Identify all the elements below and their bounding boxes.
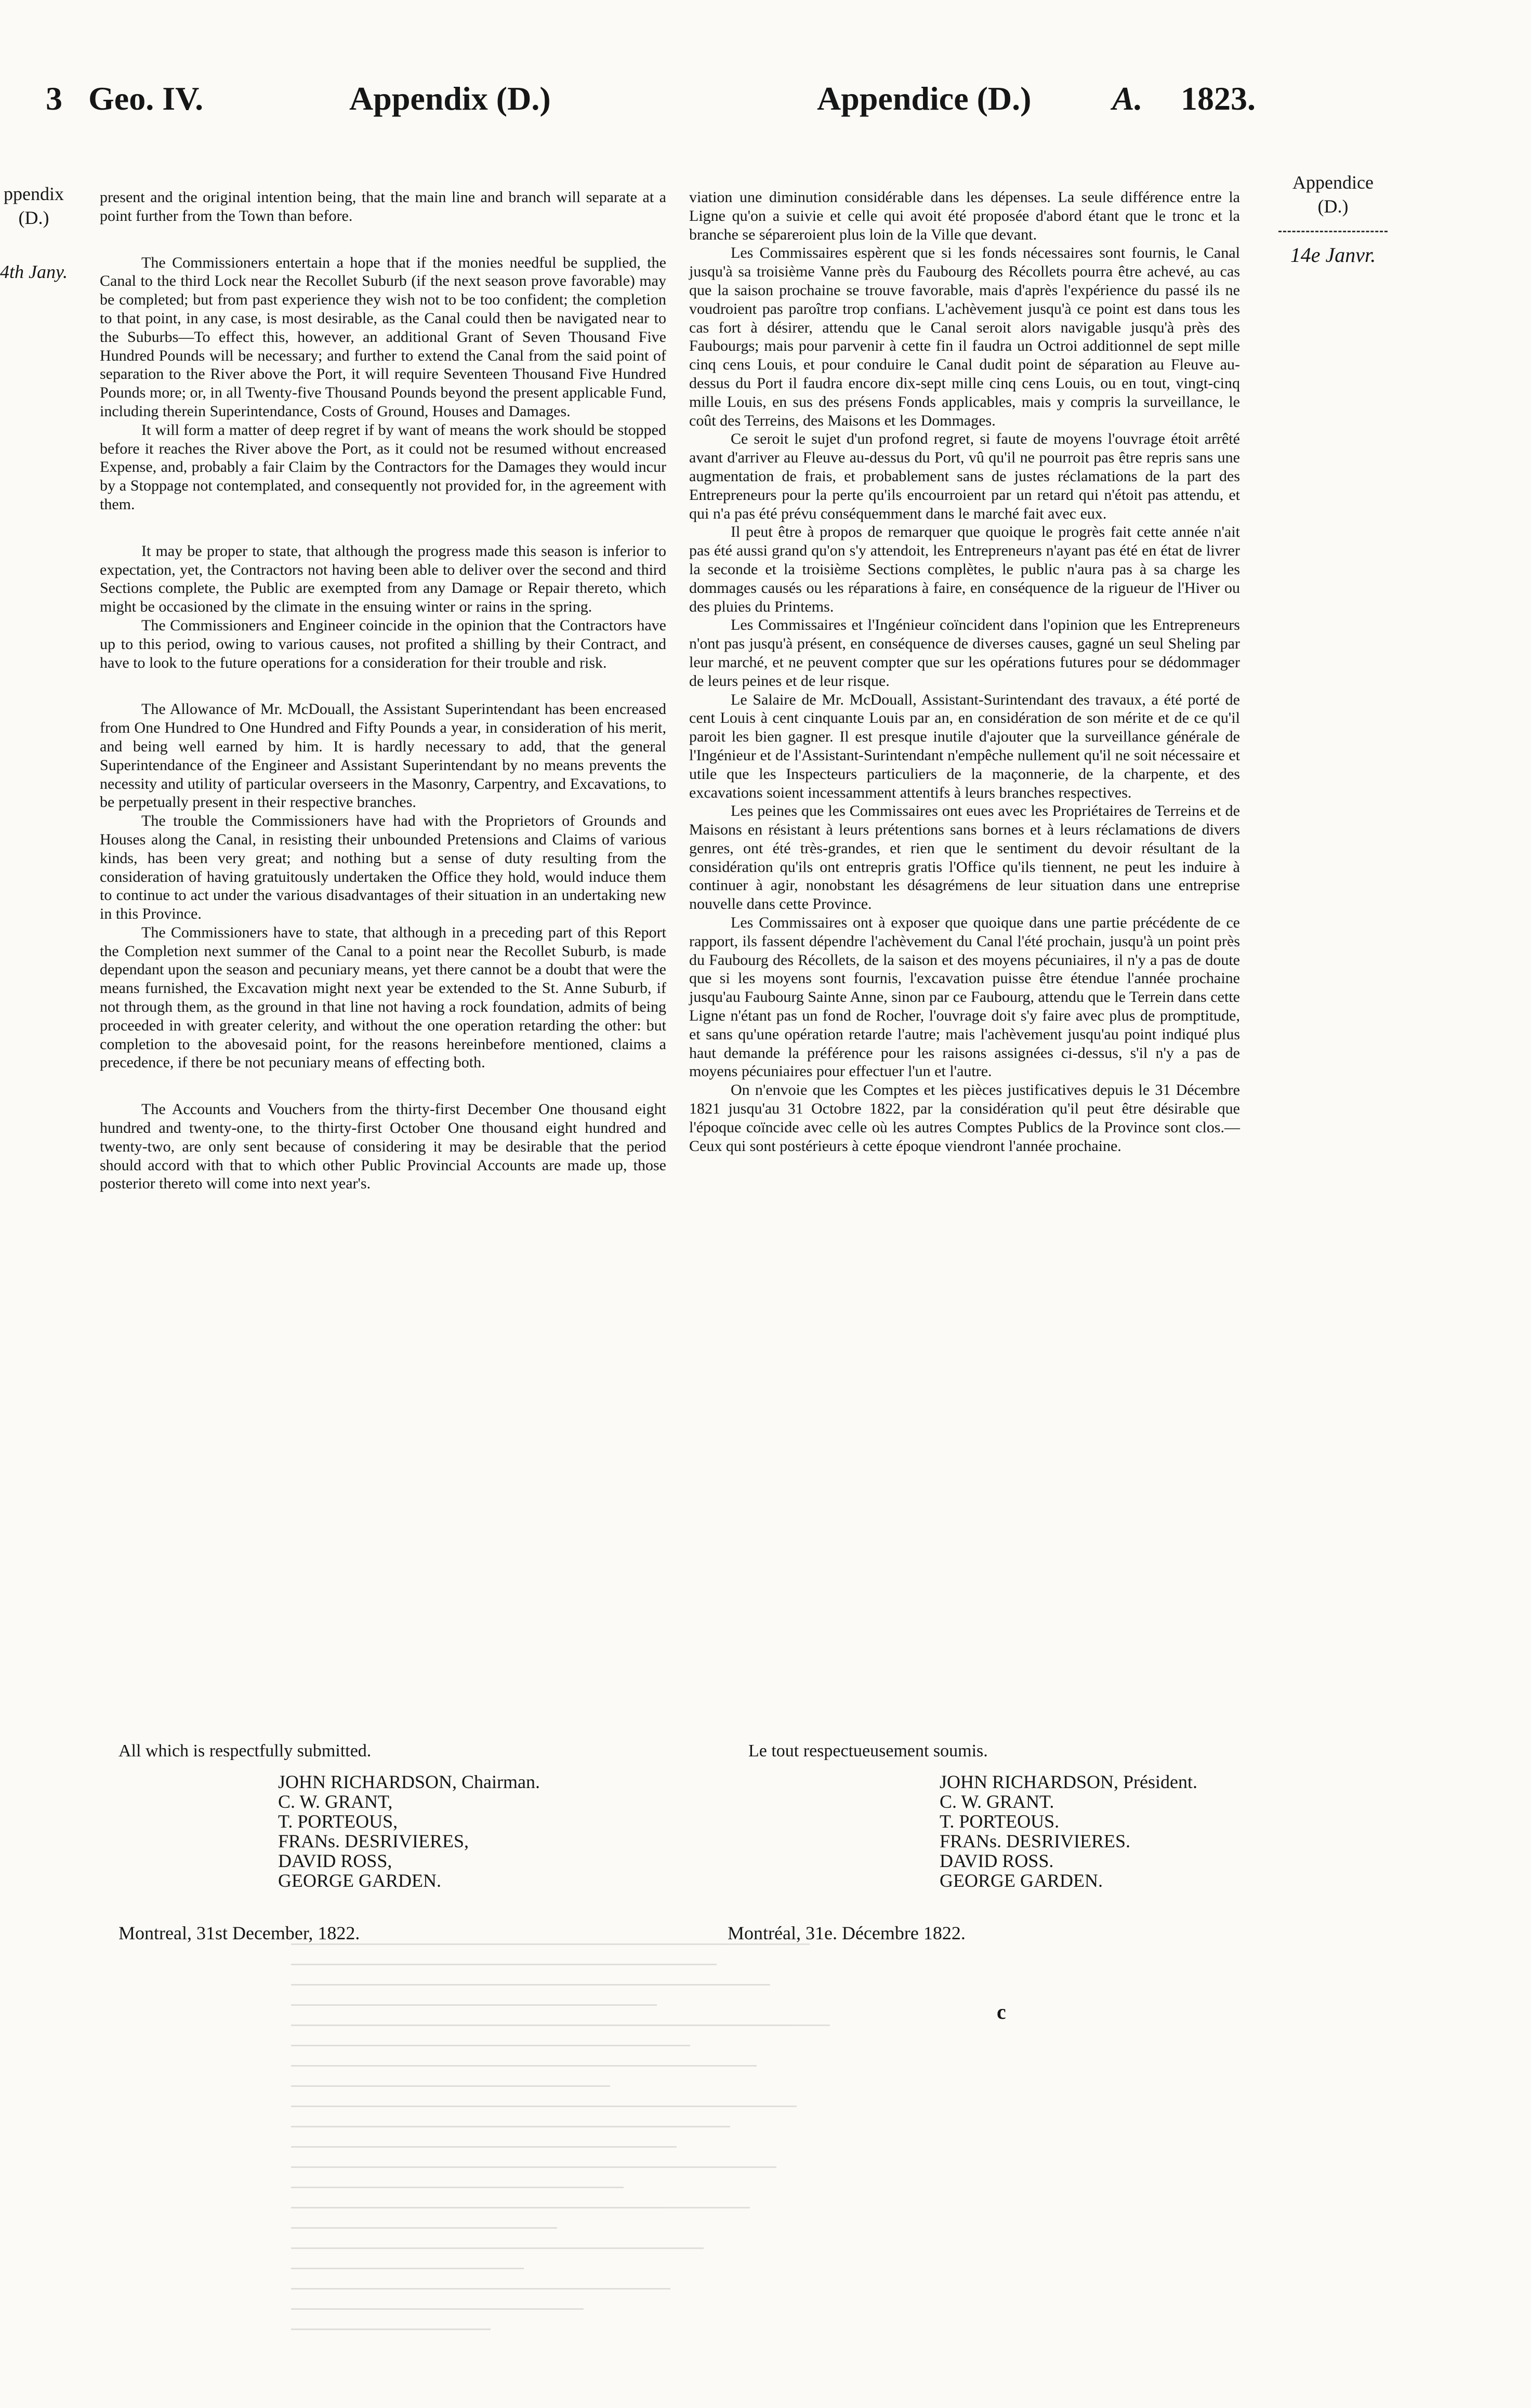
french-paragraph: Les Commissaires ont à exposer que quoique dans une partie précédente de ce rapport, ils fassent dépendre l'achèvement du Canal l'été prochain, jusqu'à un point près du Faubourg des Récollets, de la saison et des moyens pécuniaires, il n'y a pas de doute que si les moyens sont fournis, l'excavation puisse être étendue l'année prochaine jusqu'au Faubourg Sainte Anne, sinon par ce Faubourg, attendu que le Terrein dans cette Ligne n'étant pas un fond de Rocher, l'ouvrage doit s'y faire avec plus de promptitude, et sans qu'une opération retarde l'autre; mais l'achèvement jusqu'au point indiqué plus haut demande la préférence pour les raisons assignées ci-dessus, s'il n'y a pas de moyens pécuniaires pour effectuer l'un et l'autre.	[689, 914, 1240, 1080]
session-letter: A.	[1112, 80, 1143, 117]
french-paragraph: On n'envoie que les Comptes et les pièces justificatives depuis le 31 Décembre 1821 jusqu'au 31 Octobre 1822, par la considération qu'il peut être désirable que l'époque coïncide avec celle où les autres Comptes Publics de la Province sont clos.—Ceux qui sont postérieurs à cette époque viendront l'année prochaine.	[689, 1081, 1240, 1155]
english-paragraph: present and the original intention being, that the main line and branch will separate at a point further from the Town than before.	[100, 189, 666, 224]
french-paragraph: Les Commissaires espèrent que si les fonds nécessaires sont fournis, le Canal jusqu'à sa troisième Vanne près du Faubourg des Récollets pourra être achevé, au cas que la saison prochaine se trouve favorable, mais d'après l'expérience du passé ils ne voudroient pas paroître trop confians. L'achèvement jusqu'à ce point est dans tous les cas fort à désirer, attendu que le Canal seroit alors navigable jusqu'à près des Faubourgs; mais pour parvenir à cette fin il faudra un Octroi additionnel de sept mille cinq cens Louis, et pour conduire le Canal dudit point de séparation au Fleuve au-dessus du Port il faudra encore dix-sept mille cinq cens Louis, ou en tout, vingt-cinq mille Louis, en sus des présens Fonds applicables, mais y compris la surveillance, le coût des Terreins, des Maisons et les Dommages.	[689, 244, 1240, 429]
english-column	[100, 188, 666, 1193]
page-number: 3	[46, 80, 62, 117]
signature-name: DAVID ROSS,	[278, 1850, 392, 1871]
appendix-heading-fr: Appendice (D.)	[817, 80, 1032, 117]
signature-name: FRANs. DESRIVIERES.	[940, 1831, 1131, 1851]
french-column	[689, 188, 1240, 1155]
english-paragraph: The Commissioners and Engineer coincide in the opinion that the Contractors have up to this period, owing to various causes, not profited a shilling by their Contract, and have to look to the future operations for a consideration for their trouble and risk.	[100, 616, 666, 671]
reign-heading: Geo. IV.	[88, 80, 204, 117]
margin-note-right-date: 14e Janvr.	[1290, 243, 1376, 267]
submitted-line-en: All which is respectfully submitted.	[118, 1741, 372, 1761]
english-paragraph: The Commissioners have to state, that although in a preceding part of this Report the Completion next summer of the Canal to a point near the Recollet Suburb, is made dependant upon the season and pecuniary means, yet there cannot be a doubt that were the means furnished, the Excavation might next year be extended to the St. Anne Suburb, if not through them, as the ground in that line not having a rock foundation, admits of being proceeded in with greater celerity, and without the one operation retarding the other: but completion to the abovesaid point, for the reasons hereinbefore mentioned, claims a precedence, if there be not pecuniary means of effecting both.	[100, 923, 666, 1071]
french-paragraph: Le Salaire de Mr. McDouall, Assistant-Surintendant des travaux, a été porté de cent Louis à cent cinquante Louis par an, en considération de son mérite et de ce qu'il paroit les bien gagner. Il est presque inutile d'ajouter que la surveillance générale de l'Ingénieur et de l'Assistant-Surintendant n'empêche nullement qu'il ne soit nécessaire et utile que les Inspecteurs particuliers de la maçonnerie, de la charpente, et des excavations soient incessamment attentifs à leurs branches respectives.	[689, 691, 1240, 801]
signature-name: GEORGE GARDEN.	[278, 1870, 441, 1891]
signature-name: T. PORTEOUS,	[278, 1811, 398, 1832]
signature-block-fr	[940, 1772, 1197, 1890]
appendix-heading-en: Appendix (D.)	[349, 80, 551, 117]
sheet-signature-mark: c	[997, 2000, 1006, 2023]
signature-block-en	[278, 1772, 540, 1890]
show-through-texture	[291, 1943, 956, 2401]
french-paragraph: Les Commissaires et l'Ingénieur coïncident dans l'opinion que les Entrepreneurs n'ont pas jusqu'à présent, en conséquence de diverses causes, gagné un seul Sheling par leur marché, et ne peuvent compter que sur les opérations futures pour se dédommager de leurs peines et de leur risque.	[689, 616, 1240, 690]
submitted-line-fr: Le tout respectueusement soumis.	[748, 1741, 988, 1761]
margin-note-left-letter: (D.)	[18, 207, 49, 228]
english-paragraph: The Commissioners entertain a hope that if the monies needful be supplied, the Canal to the third Lock near the Recollet Suburb (if the next season prove favorable) may be completed; but from past experience they wish not to be too confident; the completion to that point, in any case, is most desirable, as the Canal could then be navigated near to the Suburbs—To effect this, however, an additional Grant of Seven Thousand Five Hundred Pounds will be necessary; and further to extend the Canal from the said point of separation to the River above the Port, it will require Seventeen Thousand Five Hundred Pounds more; or, in all Twenty-five Thousand Pounds beyond the present applicable Fund, including therein Superintendance, Costs of Ground, Houses and Damages.	[100, 254, 666, 420]
french-paragraph: Les peines que les Commissaires ont eues avec les Propriétaires de Terreins et de Maisons en résistant à leurs prétentions sans bornes et à leurs réclamations de divers genres, ont été très-grandes, et rien que le sentiment du devoir résultant de la considération qu'ils ont entrepris gratis l'Office qu'ils tiennent, ne peut les induire à continuer à agir, nonobstant les désagrémens de leur situation dans une entreprise nouvelle dans cette Province.	[689, 802, 1240, 913]
margin-note-left-appendix: ppendix	[4, 183, 64, 204]
margin-note-right-appendix: Appendice	[1292, 172, 1374, 193]
english-paragraph: It may be proper to state, that although the progress made this season is inferior to expectation, yet, the Contractors not having been able to deliver over the second and third Sections complete, the Public are exempted from any Damage or Repair thereto, which might be occasioned by the climate in the ensuing winter or rains in the spring.	[100, 542, 666, 616]
signature-name: DAVID ROSS.	[940, 1850, 1054, 1871]
margin-note-right-letter: (D.)	[1317, 196, 1349, 217]
french-paragraph: Ce seroit le sujet d'un profond regret, si faute de moyens l'ouvrage étoit arrêté avant d'arriver au Fleuve au-dessus du Port, vû qu'il ne pourroit pas être repris sans une augmentation de frais, et probablement sans de justes réclamations de la part des Entrepreneurs pour la perte qu'ils encourroient par un retard qui n'étoit pas attendu, et qui n'a pas été prévu conséquemment dans le marché fait avec eux.	[689, 430, 1240, 522]
signature-name: JOHN RICHARDSON, Chairman.	[278, 1771, 540, 1792]
french-paragraph: Il peut être à propos de remarquer que quoique le progrès fait cette année n'ait pas été aussi grand qu'on s'y attendoit, les Entrepreneurs n'ayant pas été en état de livrer la seconde et la troisième Sections complètes, le public n'aura pas à sa charge les dommages causés ou les réparations à faire, en conséquence de la rigueur de l'Hiver ou des pluies du Printems.	[689, 523, 1240, 615]
english-paragraph: The Accounts and Vouchers from the thirty-first December One thousand eight hundred and twenty-one, to the thirty-first October One thousand eight hundred and twenty-two, are only sent because of considering it may be desirable that the period should accord with that to which other Public Provincial Accounts are made up, those posterior thereto will come into next year's.	[100, 1101, 666, 1193]
signature-name: T. PORTEOUS.	[940, 1811, 1060, 1832]
margin-rule	[1278, 231, 1388, 232]
signature-name: FRANs. DESRIVIERES,	[278, 1831, 469, 1851]
english-paragraph: It will form a matter of deep regret if by want of means the work should be stopped before it reaches the River above the Port, as it could not be resumed without encreased Expense, and, probably a fair Claim by the Contractors for the Damages they would incur by a Stoppage not contemplated, and consequently not provided for, in the agreement with them.	[100, 421, 666, 513]
date-line-fr: Montréal, 31e. Décembre 1822.	[728, 1923, 966, 1943]
french-paragraph: viation une diminution considérable dans les dépenses. La seule différence entre la Ligne qu'on a suivie et celle qui avoit été proposée d'abord étant que le tronc et la branche se sépareroient plus loin de la Ville que devant.	[689, 189, 1240, 243]
signature-name: C. W. GRANT,	[278, 1791, 393, 1812]
margin-note-left-date: 4th Jany.	[0, 261, 68, 282]
signature-name: GEORGE GARDEN.	[940, 1870, 1103, 1891]
date-line-en: Montreal, 31st December, 1822.	[118, 1923, 360, 1943]
signature-name: JOHN RICHARDSON, Président.	[940, 1771, 1198, 1792]
year-heading: 1823.	[1181, 80, 1256, 117]
english-paragraph: The Allowance of Mr. McDouall, the Assistant Superintendant has been encreased from One Hundred to One Hundred and Fifty Pounds a year, in consideration of his merit, and being well earned by him. It is hardly necessary to add, that the general Superintendance of the Engineer and Assistant Superintendant by no means prevents the necessity and utility of particular overseers in the Masonry, Carpentry, and Excavations, to be perpetually present in their respective branches.	[100, 700, 666, 811]
english-paragraph: The trouble the Commissioners have had with the Proprietors of Grounds and Houses along the Canal, in resisting their unbounded Pretensions and Claims of various kinds, has been very great; and nothing but a sense of duty resulting from the consideration of having gratuitously undertaken the Office they hold, would induce them to continue to act under the various disadvantages of their situation in an undertaking new in this Province.	[100, 812, 666, 923]
signature-name: C. W. GRANT.	[940, 1791, 1054, 1812]
